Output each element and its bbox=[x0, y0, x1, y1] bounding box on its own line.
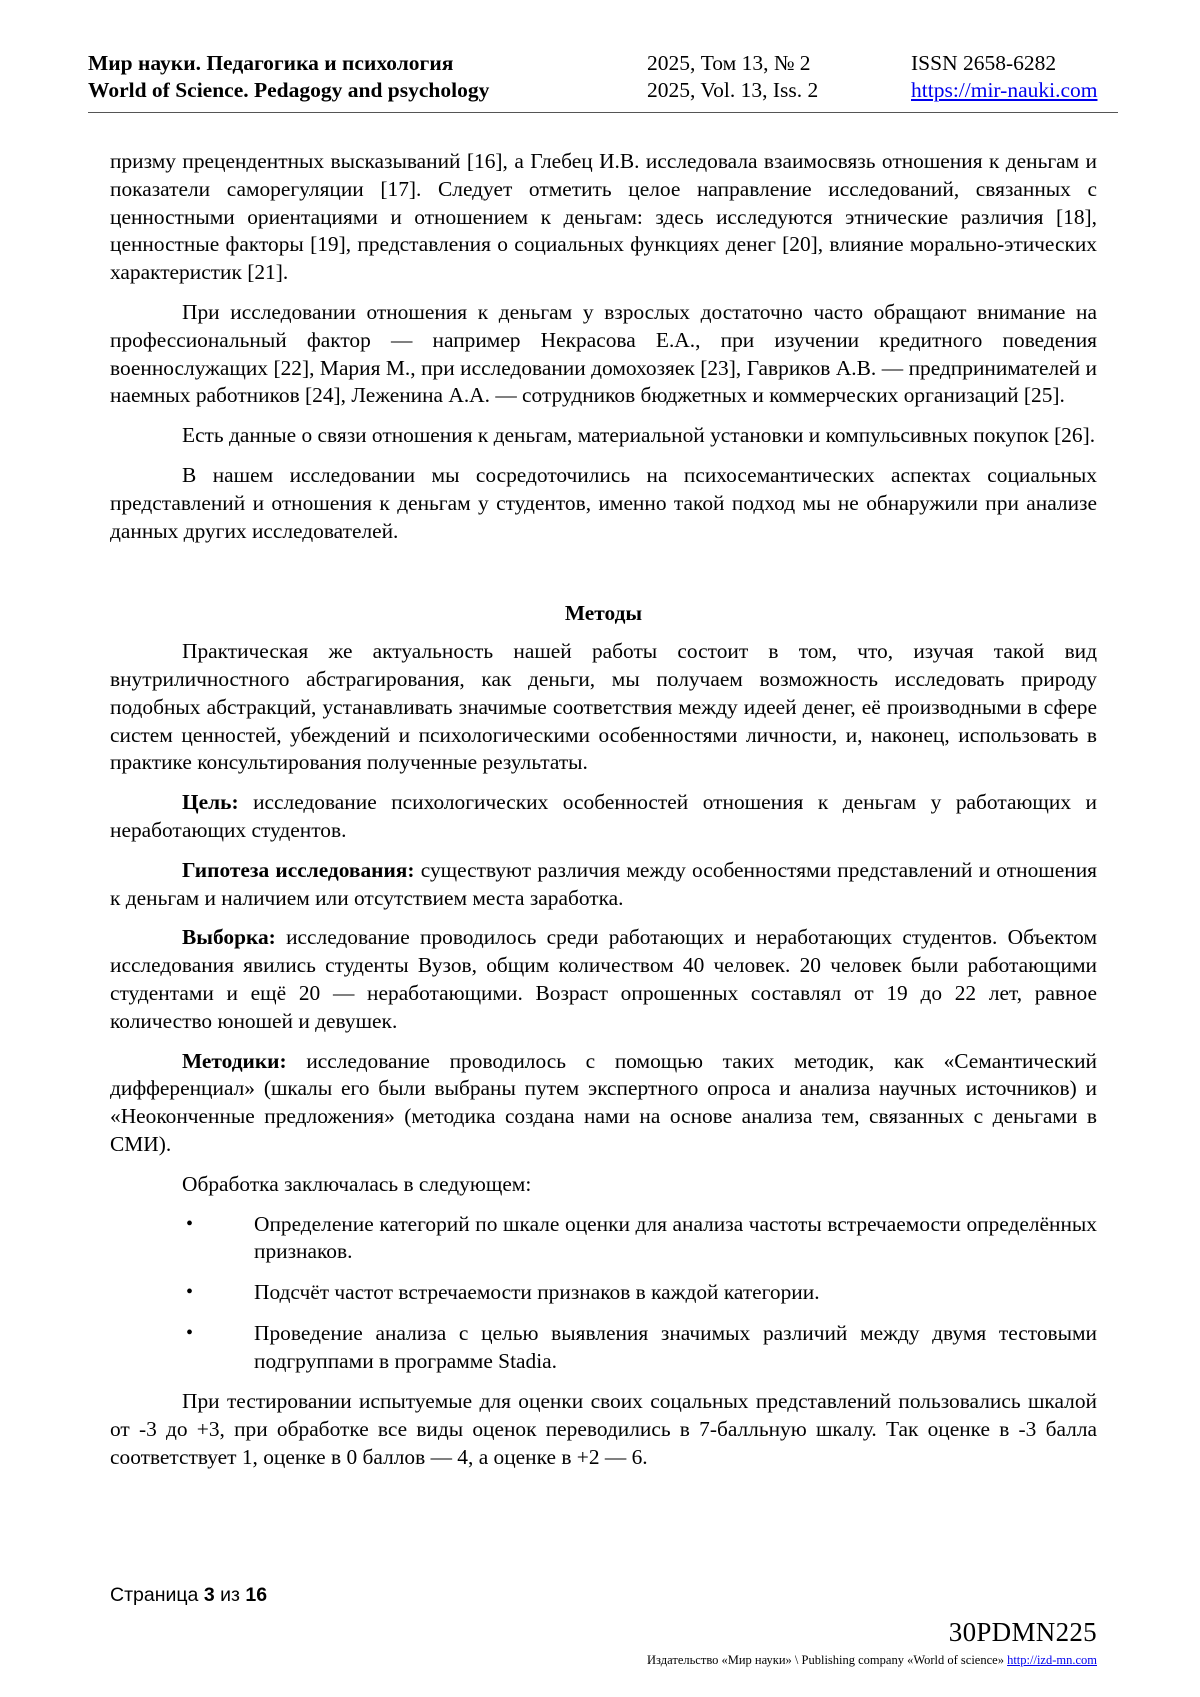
publisher-line bbox=[647, 1653, 1097, 1668]
bullet-icon: • bbox=[186, 1321, 194, 1344]
list-item bbox=[110, 1211, 1097, 1267]
list-item bbox=[110, 1279, 1097, 1307]
methods-label: Методики: bbox=[182, 1048, 287, 1073]
paragraph-goal bbox=[110, 789, 1097, 845]
list-item-text: Определение категорий по шкале оценки для анализа частоты встречаемости определённых признаков. bbox=[254, 1211, 1097, 1264]
page-total: 16 bbox=[245, 1584, 268, 1606]
paragraph-practical-relevance: Практическая же актуальность нашей работы состоит в том, что, изучая такой вид внутриличностного абстрагирования, как деньги, мы получаем возможность исследовать природу подобных абстракций, устанавливать значимые соответствия между идеей денег, её производными в сфере систем ценностей, убеждений и психологическими особенностями личности, и, наконец, использовать в практике консультирования полученные результаты. bbox=[110, 639, 1097, 775]
article-body bbox=[110, 148, 1097, 1472]
sample-text: исследование проводилось среди работающих и неработающих студентов. Объектом исследования явились студенты Вузов, общим количеством 40 человек. 20 человек были работающими студентами и ещё 20 — неработающими. Возраст опрошенных составлял от 19 до 22 лет, равное количество юношей и девушек. bbox=[110, 925, 1097, 1033]
list-item-text: Подсчёт частот встречаемости признаков в каждой категории. bbox=[254, 1280, 820, 1305]
bullet-icon: • bbox=[186, 1281, 194, 1304]
volume-en: 2025, Vol. 13, Iss. 2 bbox=[647, 78, 819, 102]
goal-text: исследование психологических особенностей отношения к деньгам у работающих и неработающих студентов. bbox=[110, 790, 1097, 842]
list-item-text: Проведение анализа с целью выявления значимых различий между двумя тестовыми подгруппами в программе Stadia. bbox=[254, 1320, 1097, 1373]
article-code: 30PDMN225 bbox=[948, 1617, 1097, 1647]
paragraph-hypothesis bbox=[110, 857, 1097, 913]
volume-info bbox=[647, 50, 818, 104]
publisher-link[interactable]: http://izd-mn.com bbox=[1007, 1653, 1097, 1667]
page-number bbox=[110, 1584, 267, 1607]
issn: ISSN 2658-6282 bbox=[911, 51, 1057, 75]
page-header bbox=[88, 50, 1118, 114]
list-item bbox=[110, 1320, 1097, 1376]
hypothesis-text: существуют различия между особенностями представлений и отношения к деньгам и наличием или отсутствием места заработка. bbox=[110, 857, 1097, 910]
volume-ru: 2025, Том 13, № 2 bbox=[647, 51, 811, 75]
paragraph-sample bbox=[110, 924, 1097, 1035]
goal-label: Цель: bbox=[182, 790, 239, 815]
paragraph-methods bbox=[110, 1048, 1097, 1159]
paragraph-scale: При тестировании испытуемые для оценки своих соцальных представлений пользовались шкалой от -3 до +3, при обработке все виды оценок переводились в 7-балльную шкалу. Так оценке в -3 балла соответствует 1, оценке в 0 баллов — 4, а оценке в +2 — 6. bbox=[110, 1389, 1097, 1470]
methods-text: исследование проводилось с помощью таких методик, как «Семантический дифференциал» (шкалы его были выбраны путем экспертного опроса и анализа научных источников) и «Неоконченные предложения» (методика создана нами на основе анализа тем, связанных с деньгами в СМИ). bbox=[110, 1048, 1097, 1156]
paragraph-processing: Обработка заключалась в следующем: bbox=[182, 1171, 532, 1196]
page-of: из bbox=[220, 1584, 240, 1606]
paragraph-compulsive-buying: Есть данные о связи отношения к деньгам, материальной установки и компульсивных покупок [26]. bbox=[182, 423, 1096, 448]
sample-label: Выборка: bbox=[182, 925, 276, 950]
bullet-icon: • bbox=[186, 1212, 194, 1235]
issn-block bbox=[911, 50, 1097, 104]
section-heading-methods: Методы bbox=[564, 601, 643, 626]
paragraph-professional-factor: При исследовании отношения к деньгам у взрослых достаточно часто обращают внимание на профессиональный фактор — например Некрасова Е.А., при изучении кредитного поведения военнослужащих [22], Мария М., при исследовании домохозяек [23], Гавриков А.В. — предпринимателей и наемных работников [24], Леженина А.А. — сотрудников бюджетных и коммерческих организаций [25]. bbox=[110, 299, 1097, 408]
journal-title-ru: Мир науки. Педагогика и психология bbox=[88, 51, 454, 75]
processing-steps-list bbox=[110, 1211, 1097, 1376]
paragraph-our-research: В нашем исследовании мы сосредоточились на психосемантических аспектах социальных представлений и отношения к деньгам у студентов, именно такой подход мы не обнаружили при анализе данных других исследователей. bbox=[110, 462, 1097, 543]
journal-title-en: World of Science. Pedagogy and psychology bbox=[88, 78, 490, 102]
paragraph-continuation: призму прецендентных высказываний [16], а Глебец И.В. исследовала взаимосвязь отношения к деньгам и показатели саморегуляции [17]. Следует отметить целое направление исследований, связанных с ценностными ориентациями и отношением к деньгам: здесь исследуются этнические различия [18], ценностные факторы [19], представления о социальных функциях денег [20], влияние морально-этических характеристик [21]. bbox=[110, 149, 1097, 285]
hypothesis-label: Гипотеза исследования: bbox=[182, 857, 415, 882]
header-divider bbox=[88, 112, 1118, 113]
publisher-text: Издательство «Мир науки» \ Publishing company «World of science» bbox=[647, 1653, 1004, 1667]
journal-link[interactable]: https://mir-nauki.com bbox=[911, 78, 1098, 102]
page-current: 3 bbox=[203, 1584, 215, 1606]
journal-title bbox=[88, 50, 489, 104]
page-word: Страница bbox=[110, 1584, 199, 1606]
